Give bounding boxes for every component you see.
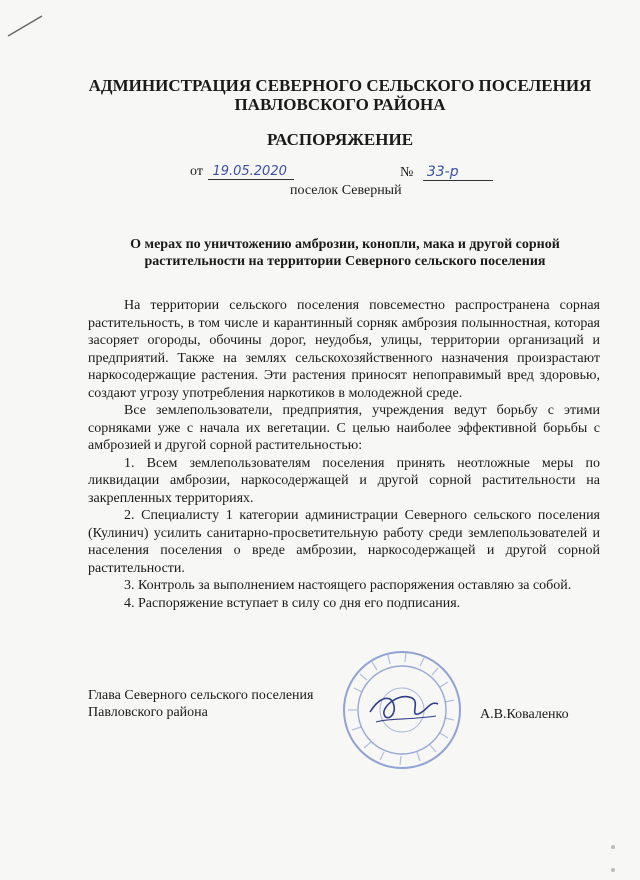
paragraph-2: Все землепользователи, предприятия, учреждения ведут борьбу с этими сорняками уже с начала их вегетации. С целью наиболее эффективной борьбы с амброзией и другой сорной растительностью: [88, 403, 600, 453]
signatory-position [88, 687, 313, 721]
official-seal-stamp [340, 648, 464, 772]
organization-title [60, 76, 620, 114]
list-item-4: 4. Распоряжение вступает в силу со дня его подписания. [124, 595, 461, 611]
position-line2: Павловского района [88, 705, 208, 720]
document-type: РАСПОРЯЖЕНИЕ [266, 130, 414, 149]
scan-speck [611, 845, 615, 849]
scan-speck [611, 868, 615, 872]
list-item-3: 3. Контроль за выполнением настоящего распоряжения оставляю за собой. [124, 578, 572, 593]
subject-line2: растительности на территории Северного сельского поселения [144, 254, 546, 269]
document-body [88, 297, 600, 612]
number-label: № [400, 165, 414, 180]
list-item-2: 2. Специалисту 1 категории администрации Северного сельского поселения (Кулинич) усилить санитарно-просветительную работу среди землепользователей и населения поселения о вреде амброзии, наркосодержащей и другой сорной растительности. [88, 508, 600, 576]
pen-stroke-mark [6, 10, 46, 40]
date-value: 19.05.2020 [208, 164, 294, 180]
date-line [190, 164, 294, 180]
position-line1: Глава Северного сельского поселения [88, 688, 314, 703]
list-item-1: 1. Всем землепользователям поселения принять неотложные меры по ликвидации амброзии, наркосодержащей и другой сорной растительности на закрепленных территориях. [88, 455, 600, 506]
subject-line1: О мерах по уничтожению амброзии, конопли, мака и другой сорной [130, 237, 560, 252]
signatory-name: А.В.Коваленко [480, 707, 569, 722]
paragraph-1: На территории сельского поселения повсеместно распространена сорная растительность, в том числе и карантинный сорняк амброзия полынностная, которая засоряет огороды, обочины дорог, неудобья, улицы, территории организаций и предприятий. Также на землях сельскохозяйственного назначения произрастают наркосодержащие растения. Эти растения приносят непоправимый вред здоровью, создают угрозу употребления наркотиков в молодежной среде. [88, 298, 600, 401]
org-title-line1: АДМИНИСТРАЦИЯ СЕВЕРНОГО СЕЛЬСКОГО ПОСЕЛЕНИЯ [88, 76, 592, 95]
number-value: 33-р [423, 164, 493, 181]
settlement: поселок Северный [290, 183, 402, 198]
document-subject [100, 236, 590, 270]
date-label: от [190, 164, 203, 179]
org-title-line2: ПАВЛОВСКОГО РАЙОНА [234, 95, 446, 114]
number-line [400, 164, 493, 181]
